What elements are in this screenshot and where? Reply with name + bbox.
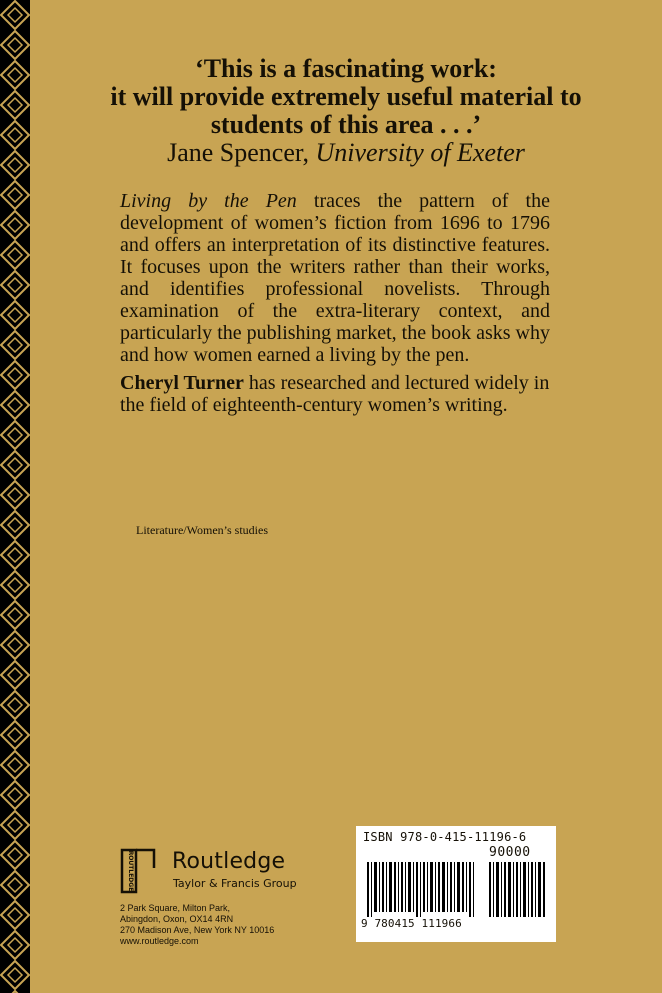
quote-author: Jane Spencer,	[167, 138, 310, 167]
book-title: Living by the Pen	[120, 190, 297, 212]
publisher-address	[120, 903, 340, 947]
review-quote	[30, 55, 662, 167]
publisher-logo-block	[120, 848, 310, 898]
description-text: traces the pattern of the development of women’s fiction from 1696 to 1796 and offers an interpretation of its distinctive features. It focuses upon the writers rather than their works, and identifies professional novelists. Through examination of the extra-literary context, and particularly the publishing market, the book asks why and how women earned a living by the pen.	[120, 190, 550, 366]
author-bio	[120, 372, 560, 416]
isbn-barcode-icon	[367, 862, 477, 917]
price-barcode-icon	[489, 862, 547, 917]
barcode-panel	[356, 826, 556, 942]
quote-line-2: it will provide extremely useful material to	[110, 82, 582, 111]
back-cover	[30, 0, 662, 993]
publisher-group: Taylor & Francis Group	[173, 877, 297, 890]
routledge-logo-icon	[120, 848, 160, 894]
address-line: 270 Madison Ave, New York NY 10016	[120, 925, 275, 935]
logo-text: ROUTLEDGE	[127, 850, 134, 892]
price-code: 90000	[489, 845, 531, 860]
publisher-name: Routledge	[172, 849, 286, 874]
diamond-pattern-icon	[0, 0, 30, 993]
quote-attribution	[30, 139, 662, 167]
address-line: Abingdon, Oxon, OX14 4RN	[120, 914, 234, 924]
diamond-pattern-strip	[0, 0, 30, 993]
website: www.routledge.com	[120, 936, 199, 946]
address-line: 2 Park Square, Milton Park,	[120, 903, 231, 913]
book-description	[120, 190, 550, 366]
quote-line-3: students of this area . . .’	[210, 110, 482, 139]
isbn-text: ISBN 978-0-415-11196-6	[363, 830, 527, 844]
subject-category: Literature/Women’s studies	[136, 523, 268, 537]
quote-institution: University of Exeter	[315, 138, 525, 167]
quote-line-1: ‘This is a fascinating work:	[195, 54, 497, 83]
author-name: Cheryl Turner	[120, 372, 244, 394]
barcode-number: 9 780415 111966	[361, 917, 462, 930]
author-bio-text: has researched and lectured widely in the field of eighteenth-century women’s writing.	[120, 372, 550, 416]
